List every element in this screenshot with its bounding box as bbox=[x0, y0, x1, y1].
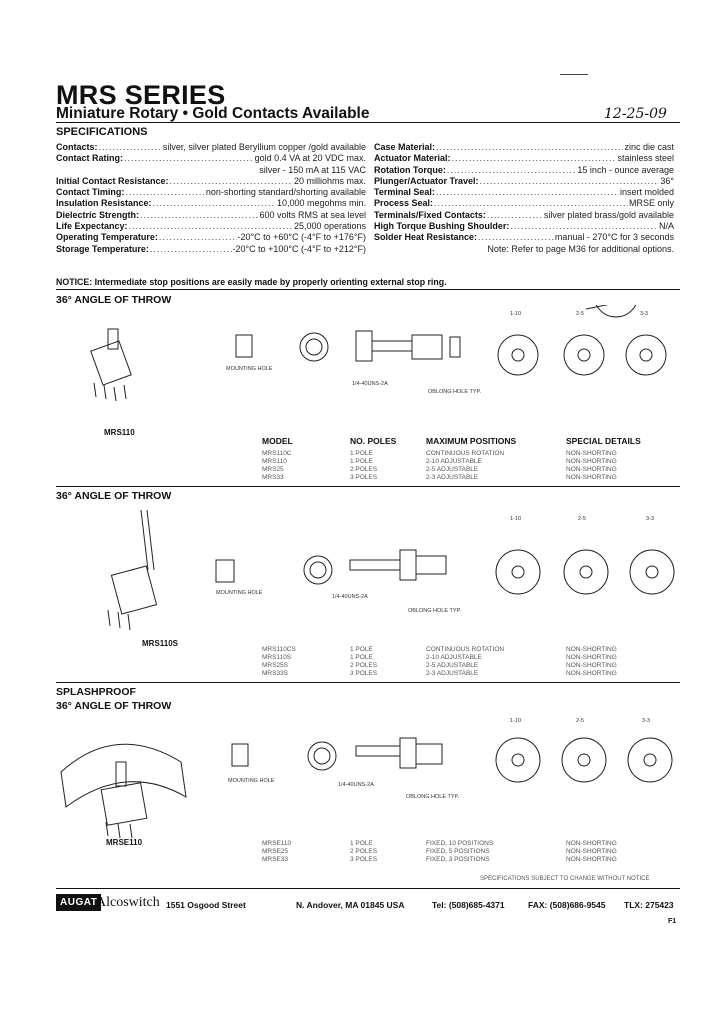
table-cell: 2-10 ADJUSTABLE bbox=[426, 654, 482, 661]
table-cell: MRS33S bbox=[262, 670, 289, 677]
spec-label: Terminal Seal: bbox=[374, 187, 435, 198]
table-cell: 2-3 ADJUSTABLE bbox=[426, 474, 479, 481]
spec-row bbox=[56, 210, 366, 221]
spec-value: MRSE only bbox=[628, 198, 674, 209]
s1-view-1: 1-10 bbox=[510, 311, 522, 317]
table-cell: NON-SHORTING bbox=[566, 474, 617, 481]
leader-dots bbox=[447, 165, 577, 176]
table-cell: NON-SHORTING bbox=[566, 848, 617, 855]
header-rule bbox=[56, 122, 680, 123]
spec-row bbox=[374, 187, 674, 198]
page-subtitle: Miniature Rotary • Gold Contacts Available bbox=[56, 105, 370, 122]
spec-label: Storage Temperature: bbox=[56, 243, 149, 254]
section2-drawings bbox=[56, 510, 680, 640]
alcoswitch-brand: Alcoswitch bbox=[96, 895, 160, 910]
page-number: F1 bbox=[668, 918, 677, 925]
spec-row bbox=[56, 244, 366, 255]
s1-slot: OBLONG HOLE TYP. bbox=[428, 389, 481, 395]
spec-value: zinc die cast bbox=[624, 142, 674, 152]
s2-mount-label: MOUNTING HOLE bbox=[216, 590, 263, 596]
s2-view-1: 1-10 bbox=[510, 516, 522, 522]
part-label-mrs110: MRS110 bbox=[104, 428, 135, 437]
spec-label: Plunger/Actuator Travel: bbox=[374, 175, 479, 186]
spec-value: manual - 270°C for 3 seconds bbox=[554, 232, 674, 243]
leader-dots bbox=[480, 176, 660, 187]
spec-value: silver, silver plated Beryllium copper /gold available bbox=[162, 142, 366, 152]
spec-value: 36° bbox=[660, 175, 674, 186]
leader-dots bbox=[436, 187, 619, 198]
s3-view-1: 1-10 bbox=[510, 718, 522, 724]
spec-row bbox=[56, 232, 366, 243]
spec-value: 20 milliohms max. bbox=[293, 175, 366, 186]
section3-drawings bbox=[56, 712, 680, 842]
table-cell: 1 POLE bbox=[350, 450, 373, 457]
augat-logo: AUGAT bbox=[56, 894, 101, 911]
section2-rule bbox=[56, 682, 680, 683]
table-cell: 3 POLES bbox=[350, 474, 378, 481]
leader-dots bbox=[510, 221, 658, 232]
table-cell: FIXED, 3 POSITIONS bbox=[426, 856, 490, 863]
spec-label: Actuator Material: bbox=[374, 153, 451, 164]
spec-label: Dielectric Strength: bbox=[56, 209, 140, 220]
section1-heading: 36° ANGLE OF THROW bbox=[56, 294, 172, 306]
table-cell: 3 POLES bbox=[350, 670, 378, 677]
table-cell: MRSE25 bbox=[262, 848, 289, 855]
footer-tlx: TLX: 275423 bbox=[624, 900, 674, 910]
spec-label: Contact Timing: bbox=[56, 187, 125, 198]
spec-label: Terminals/Fixed Contacts: bbox=[374, 209, 486, 220]
spec-row bbox=[374, 142, 674, 153]
specs-right bbox=[374, 142, 674, 255]
footer-city: N. Andover, MA 01845 USA bbox=[296, 900, 405, 910]
table-cell: MRS33 bbox=[262, 474, 284, 481]
section1-drawings bbox=[56, 305, 680, 435]
spec-row bbox=[374, 176, 674, 187]
table-cell: 2 POLES bbox=[350, 466, 378, 473]
s2-thread: 1/4-40UNS-2A bbox=[332, 594, 368, 600]
spec-row bbox=[374, 210, 674, 221]
spec-value: 600 volts RMS at sea level bbox=[259, 209, 366, 220]
spec-row bbox=[56, 165, 366, 176]
footer-tel: Tel: (508)685-4371 bbox=[432, 900, 505, 910]
section3-preheading: SPLASHPROOF bbox=[56, 686, 136, 698]
leader-dots bbox=[452, 153, 617, 164]
leader-dots bbox=[436, 142, 623, 153]
table-cell: FIXED, 10 POSITIONS bbox=[426, 840, 494, 847]
table-cell: NON-SHORTING bbox=[566, 662, 617, 669]
spec-row bbox=[374, 165, 674, 176]
s3-view-3: 3-3 bbox=[642, 718, 650, 724]
spec-label: Operating Temperature: bbox=[56, 232, 158, 243]
spec-value: non-shorting standard/shorting available bbox=[205, 187, 366, 198]
spec-label: Life Expectancy: bbox=[56, 221, 128, 232]
leader-dots bbox=[170, 176, 293, 187]
table-header-poles: NO. POLES bbox=[350, 436, 397, 446]
table-cell: 2-5 ADJUSTABLE bbox=[426, 662, 479, 669]
spec-value: -20°C to +60°C (-4°F to +176°F) bbox=[237, 232, 366, 243]
notice-rule bbox=[56, 289, 680, 290]
s2-view-2: 2-5 bbox=[578, 516, 586, 522]
part-label-mrse110: MRSE110 bbox=[106, 838, 143, 847]
leader-dots bbox=[478, 232, 554, 243]
spec-row bbox=[56, 176, 366, 187]
handwritten-date: 12-25-09 bbox=[604, 106, 667, 122]
table-cell: MRS110CS bbox=[262, 646, 296, 653]
table-cell: NON-SHORTING bbox=[566, 670, 617, 677]
table-cell: MRS110C bbox=[262, 450, 292, 457]
spec-value: 25,000 operations bbox=[293, 221, 366, 232]
table-cell: NON-SHORTING bbox=[566, 856, 617, 863]
table-cell: NON-SHORTING bbox=[566, 646, 617, 653]
spec-value: -20°C to +100°C (-4°F to +212°F) bbox=[232, 243, 366, 254]
spec-row bbox=[56, 153, 366, 164]
spec-value: 10,000 megohms min. bbox=[276, 198, 366, 209]
spec-label: Solder Heat Resistance: bbox=[374, 232, 478, 243]
table-cell: MRS110 bbox=[262, 458, 287, 465]
spec-label: High Torque Bushing Shoulder: bbox=[374, 221, 510, 232]
table-cell: NON-SHORTING bbox=[566, 654, 617, 661]
table-cell: NON-SHORTING bbox=[566, 458, 617, 465]
table-cell: 2 POLES bbox=[350, 662, 378, 669]
part-label-mrs110s: MRS110S bbox=[142, 639, 179, 648]
page-title: MRS SERIES bbox=[56, 80, 226, 110]
s1-view-2: 2-5 bbox=[576, 311, 584, 317]
s3-thread: 1/4-40UNS-2A bbox=[338, 782, 374, 788]
table-cell: MRS25S bbox=[262, 662, 289, 669]
table-cell: MRSE33 bbox=[262, 856, 289, 863]
table-cell: NON-SHORTING bbox=[566, 466, 617, 473]
s1-view-3: 3-3 bbox=[640, 311, 648, 317]
table-cell: MRS110S bbox=[262, 654, 292, 661]
leader-dots bbox=[153, 198, 276, 209]
table-cell: CONTINUOUS ROTATION bbox=[426, 646, 505, 653]
s3-slot: OBLONG HOLE TYP. bbox=[406, 794, 459, 800]
leader-dots bbox=[434, 198, 628, 209]
leader-dots bbox=[124, 153, 254, 164]
spec-row bbox=[374, 198, 674, 209]
table-cell: CONTINUOUS ROTATION bbox=[426, 450, 505, 457]
spec-row bbox=[374, 221, 674, 232]
table-cell: 2-10 ADJUSTABLE bbox=[426, 458, 482, 465]
table-header-model: MODEL bbox=[262, 436, 293, 446]
spec-label: Rotation Torque: bbox=[374, 164, 446, 175]
section2-heading: 36° ANGLE OF THROW bbox=[56, 490, 172, 502]
spec-value: Note: Refer to page M36 for additional options. bbox=[487, 243, 674, 254]
spec-row bbox=[374, 232, 674, 243]
spec-value: 15 inch - ounce average bbox=[577, 164, 674, 175]
table-cell: FIXED, 5 POSITIONS bbox=[426, 848, 490, 855]
leader-dots bbox=[150, 244, 232, 255]
section1-rule bbox=[56, 486, 680, 487]
table-cell: 2-3 ADJUSTABLE bbox=[426, 670, 479, 677]
spec-label: Initial Contact Resistance: bbox=[56, 175, 169, 186]
leader-dots bbox=[487, 210, 543, 221]
s3-view-2: 2-5 bbox=[576, 718, 584, 724]
spec-value: silver plated brass/gold available bbox=[543, 209, 674, 220]
spec-row bbox=[56, 142, 366, 153]
table-cell: 2 POLES bbox=[350, 848, 378, 855]
spec-value: N/A bbox=[658, 221, 674, 232]
table-cell: NON-SHORTING bbox=[566, 840, 617, 847]
leader-dots bbox=[140, 210, 258, 221]
leader-dots bbox=[159, 232, 237, 243]
table-cell: MRS25 bbox=[262, 466, 284, 473]
spec-label: Case Material: bbox=[374, 142, 436, 152]
table-cell: 2-5 ADJUSTABLE bbox=[426, 466, 479, 473]
table-cell: MRSE110 bbox=[262, 840, 292, 847]
spec-label: Contacts: bbox=[56, 142, 98, 152]
spec-row bbox=[374, 153, 674, 164]
table-cell: 1 POLE bbox=[350, 840, 373, 847]
spec-row bbox=[56, 198, 366, 209]
leader-dots bbox=[99, 142, 162, 153]
spec-value: gold 0.4 VA at 20 VDC max. bbox=[254, 153, 366, 164]
footer-rule bbox=[56, 888, 680, 889]
table-cell: 3 POLES bbox=[350, 856, 378, 863]
s2-slot: OBLONG HOLE TYP. bbox=[408, 608, 461, 614]
notice-text: NOTICE: Intermediate stop positions are easily made by properly orienting external stop ring. bbox=[56, 277, 447, 287]
table-header-positions: MAXIMUM POSITIONS bbox=[426, 436, 517, 446]
footer-disclaimer: SPECIFICATIONS SUBJECT TO CHANGE WITHOUT NOTICE bbox=[480, 876, 650, 882]
spec-row bbox=[56, 221, 366, 232]
spec-value: insert molded bbox=[619, 187, 674, 198]
section3-heading: 36° ANGLE OF THROW bbox=[56, 700, 172, 712]
footer-address: 1551 Osgood Street bbox=[166, 900, 246, 910]
table-cell: NON-SHORTING bbox=[566, 450, 617, 457]
s1-mount-label: MOUNTING HOLE bbox=[226, 366, 273, 372]
table-header-details: SPECIAL DETAILS bbox=[566, 436, 641, 446]
spec-value: stainless steel bbox=[617, 153, 674, 164]
spec-row bbox=[374, 244, 674, 255]
s2-view-3: 3-3 bbox=[646, 516, 654, 522]
s3-mount-label: MOUNTING HOLE bbox=[228, 778, 275, 784]
spec-label: Insulation Resistance: bbox=[56, 198, 152, 209]
footer-fax: FAX: (508)686-9545 bbox=[528, 900, 606, 910]
table-cell: 1 POLE bbox=[350, 646, 373, 653]
specs-left bbox=[56, 142, 366, 255]
s1-thread: 1/4-40UNS-2A bbox=[352, 381, 388, 387]
spec-label: Contact Rating: bbox=[56, 153, 123, 164]
spec-label: Process Seal: bbox=[374, 198, 434, 209]
leader-dots bbox=[125, 187, 205, 198]
specifications-heading: SPECIFICATIONS bbox=[56, 126, 148, 138]
header-dash bbox=[560, 74, 588, 75]
spec-value: silver - 150 mA at 115 VAC bbox=[259, 164, 366, 175]
table-cell: 1 POLE bbox=[350, 654, 373, 661]
spec-row bbox=[56, 187, 366, 198]
table-cell: 1 POLE bbox=[350, 458, 373, 465]
leader-dots bbox=[129, 221, 293, 232]
